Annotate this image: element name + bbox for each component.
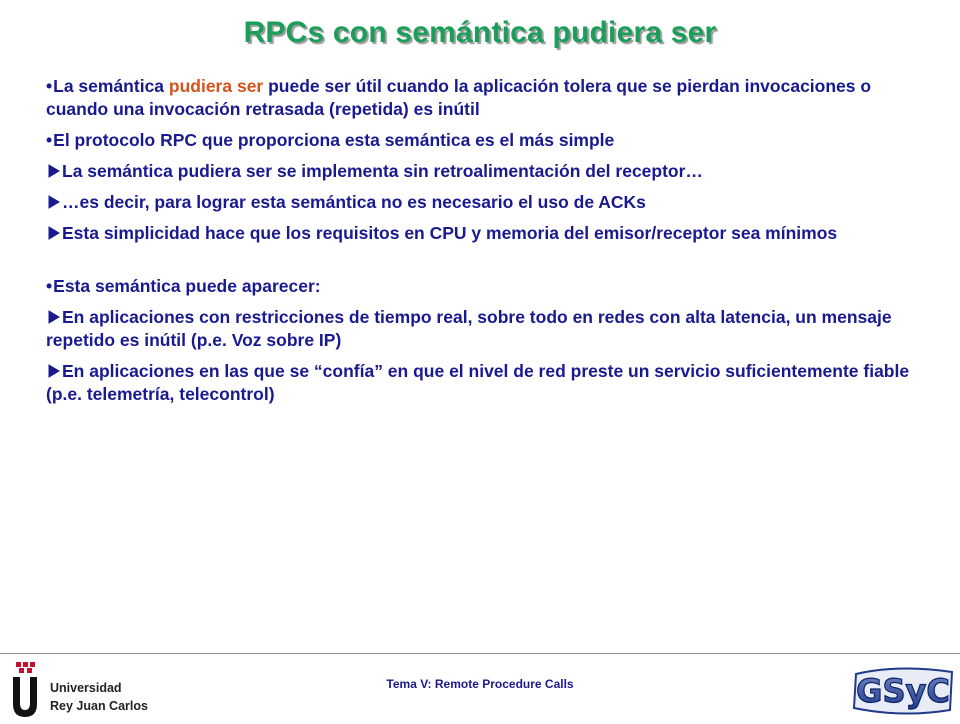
slide-title: RPCs con semántica pudiera ser bbox=[243, 16, 717, 49]
slide-body bbox=[46, 75, 926, 414]
paragraph-1-before: La semántica bbox=[53, 76, 169, 96]
paragraph-4 bbox=[46, 191, 926, 214]
urjc-name-line2: Rey Juan Carlos bbox=[50, 699, 148, 713]
paragraph-2-text: El protocolo RPC que proporciona esta semántica es el más simple bbox=[53, 130, 615, 150]
arrow-bullet-icon bbox=[48, 310, 60, 324]
gsyc-logo-icon bbox=[850, 660, 956, 718]
arrow-bullet-icon bbox=[48, 364, 60, 378]
paragraph-6-text: Esta semántica puede aparecer: bbox=[53, 276, 321, 296]
paragraph-3-text: La semántica pudiera ser se implementa sin retroalimentación del receptor… bbox=[62, 161, 703, 181]
arrow-bullet-icon bbox=[48, 226, 60, 240]
paragraph-8-text: En aplicaciones en las que se “confía” en que el nivel de red preste un servicio suficientemente fiable (p.e. telemetría, telecontrol) bbox=[46, 361, 910, 404]
paragraph-5 bbox=[46, 222, 926, 245]
paragraph-1-after: puede ser útil cuando la aplicación tolera que se pierdan invocaciones o cuando una invocación retrasada (repetida) es inútil bbox=[46, 76, 872, 119]
paragraph-1-highlight: pudiera ser bbox=[168, 76, 264, 96]
paragraph-7-text: En aplicaciones con restricciones de tiempo real, sobre todo en redes con alta latencia, un mensaje repetido es inútil (p.e. Voz sobre IP) bbox=[46, 307, 892, 350]
paragraph-6 bbox=[46, 275, 926, 298]
urjc-name-line1: Universidad bbox=[50, 681, 122, 695]
paragraph-5-text: Esta simplicidad hace que los requisitos en CPU y memoria del emisor/receptor sea mínimos bbox=[62, 223, 838, 243]
arrow-bullet-icon bbox=[48, 164, 60, 178]
arrow-bullet-icon bbox=[48, 195, 60, 209]
gsyc-logo-text: GSyC bbox=[856, 672, 950, 710]
paragraph-2 bbox=[46, 129, 926, 152]
bullet-dot: • bbox=[46, 276, 53, 296]
paragraph-7 bbox=[46, 306, 926, 352]
footer-divider bbox=[0, 653, 960, 654]
bullet-dot: • bbox=[46, 76, 53, 96]
bullet-dot: • bbox=[46, 130, 53, 150]
paragraph-4-text: …es decir, para lograr esta semántica no es necesario el uso de ACKs bbox=[62, 192, 646, 212]
footer-topic: Tema V: Remote Procedure Calls bbox=[386, 677, 574, 691]
paragraph-1 bbox=[46, 75, 926, 121]
paragraph-8 bbox=[46, 360, 926, 406]
paragraph-3 bbox=[46, 160, 926, 183]
